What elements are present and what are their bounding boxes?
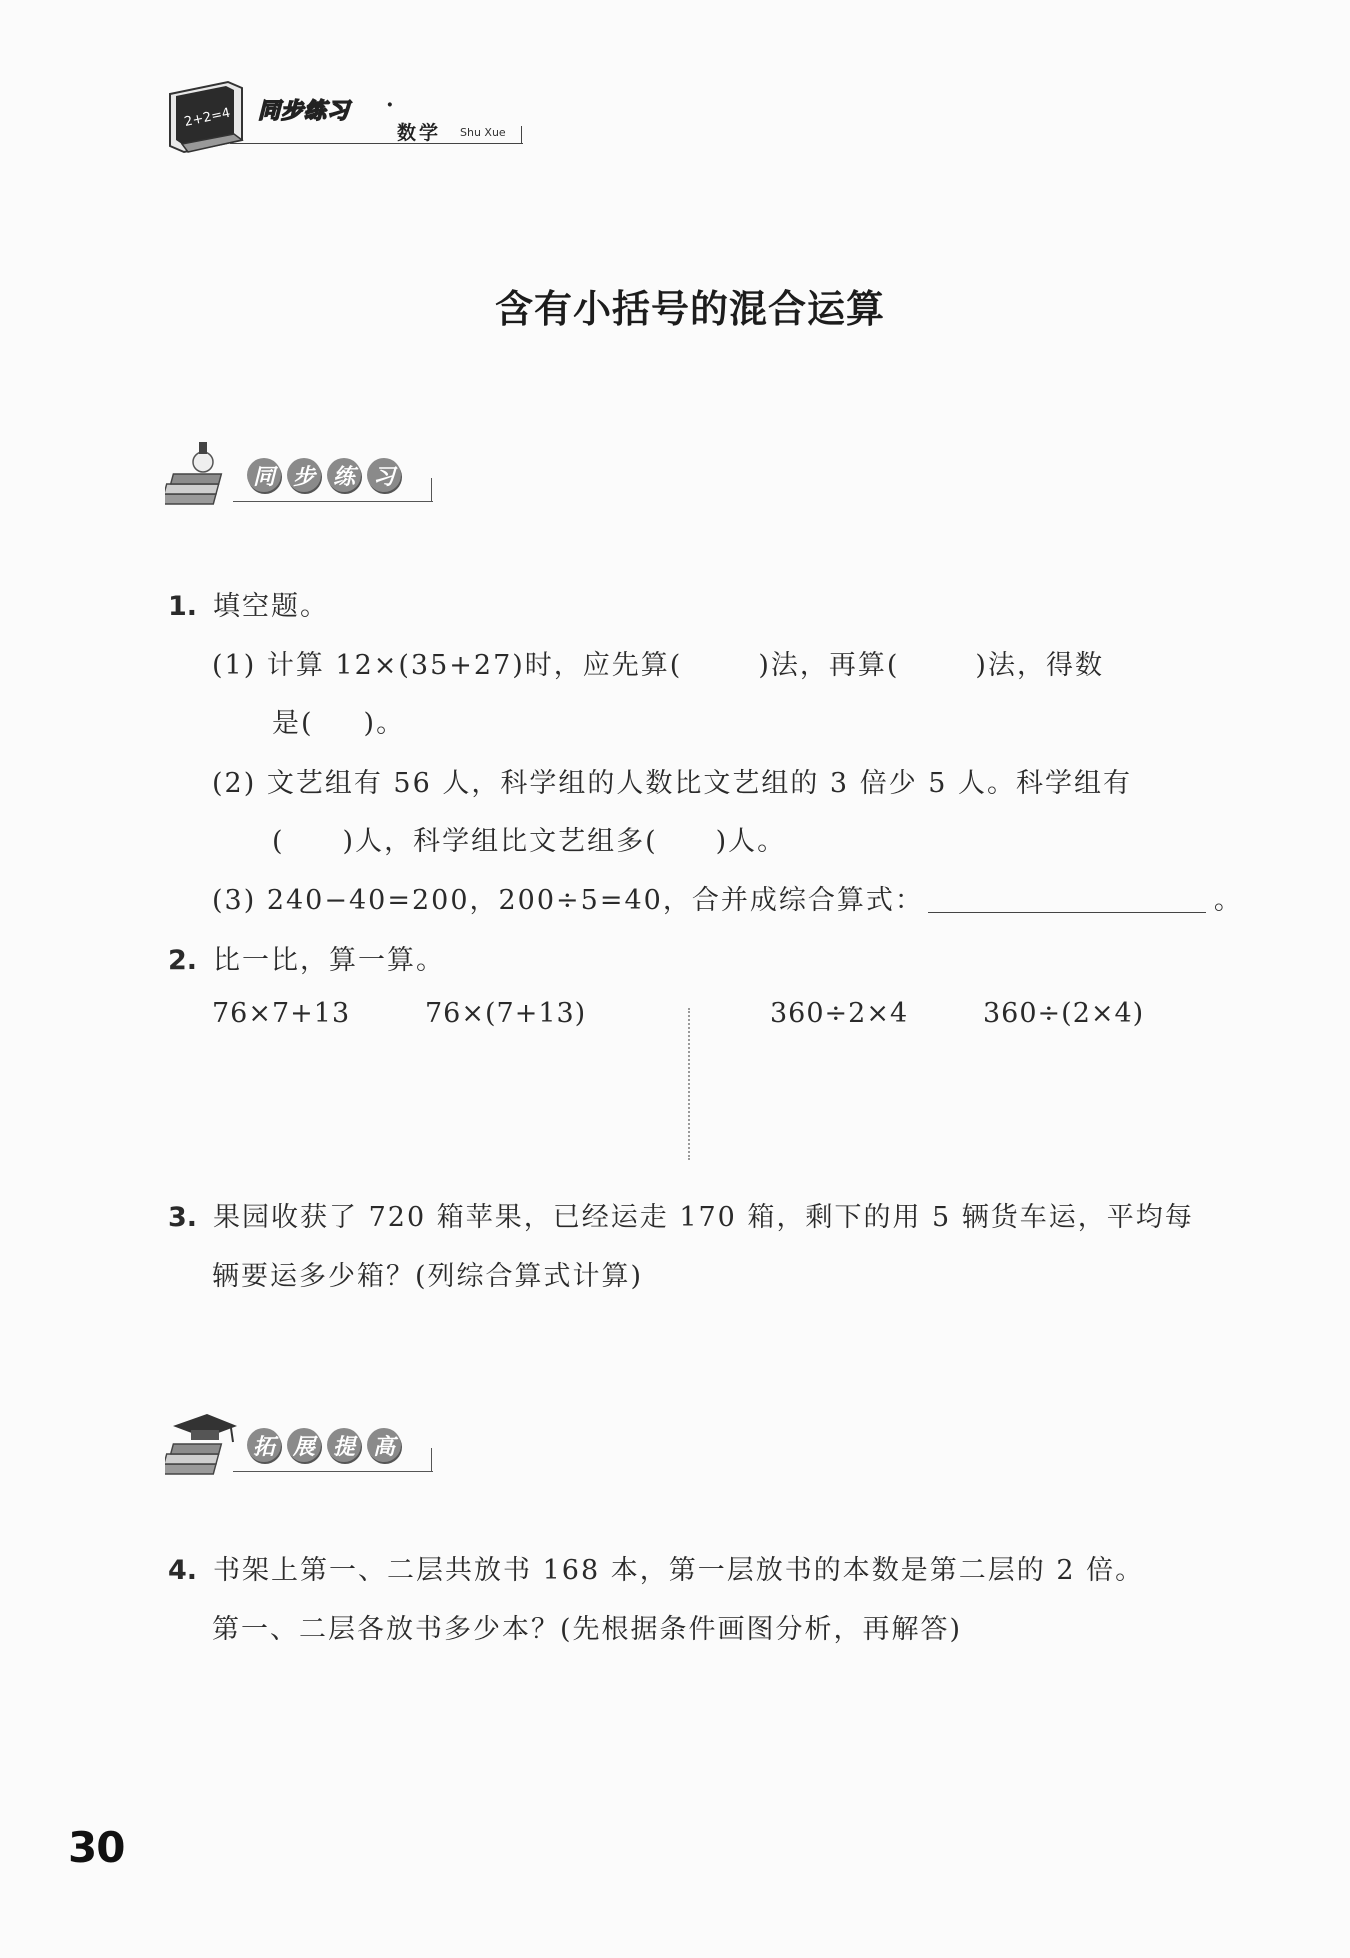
q1-part1-text-e: )。 (363, 708, 406, 739)
question-text: 比一比，算一算。 (213, 945, 446, 976)
question-2-stem (168, 938, 445, 977)
separator-dot: · (386, 92, 394, 118)
banner-underline (233, 1471, 433, 1472)
q1-part3-text-a: (3) 240−40=200，200÷5=40，合并成综合算式： (212, 885, 924, 916)
answer-line[interactable] (928, 886, 1206, 913)
section-banner-extension (165, 1408, 445, 1498)
expression: 76×7+13 (212, 998, 351, 1029)
question-1-part-3 (212, 878, 1243, 917)
expression: 360÷2×4 (770, 998, 909, 1029)
q1-part2-text-a: (2) 文艺组有 56 人，科学组的人数比文艺组的 3 倍少 5 人。科学组有 (212, 768, 1133, 799)
header-underline (230, 143, 523, 144)
question-3-line-2: 辆要运多少箱？(列综合算式计算) (212, 1261, 644, 1292)
question-4-line-2: 第一、二层各放书多少本？(先根据条件画图分析，再解答) (212, 1614, 963, 1645)
blackboard-monitor-icon (168, 80, 248, 158)
book-stack-lamp-icon (165, 438, 245, 518)
question-text: 果园收获了 720 箱苹果，已经运走 170 箱，剩下的用 5 辆货车运，平均每 (213, 1202, 1194, 1233)
banner-chip: 高 (367, 1428, 401, 1462)
q1-part1-text-b: )法，再算( (758, 650, 900, 681)
banner-underline-tick (431, 1448, 432, 1472)
expression: 76×(7+13) (425, 998, 587, 1029)
banner-chip: 步 (287, 458, 321, 492)
expression: 360÷(2×4) (983, 998, 1145, 1029)
question-number: 3. (168, 1202, 198, 1233)
question-text: 填空题。 (213, 591, 330, 622)
q1-part3-text-b: 。 (1213, 885, 1243, 916)
banner-chip: 展 (287, 1428, 321, 1462)
banner-underline-tick (431, 478, 432, 502)
question-4-line-1 (168, 1548, 1144, 1587)
series-header (168, 80, 523, 158)
header-underline-tick (521, 126, 522, 143)
page-number: 30 (68, 1823, 125, 1872)
banner-chip: 提 (327, 1428, 361, 1462)
q1-part2-text-d: )人。 (715, 826, 787, 857)
q1-part2-text-b: ( (272, 826, 285, 857)
banner-underline (233, 501, 433, 502)
question-text: 书架上第一、二层共放书 168 本，第一层放书的本数是第二层的 2 倍。 (213, 1555, 1145, 1586)
q1-part1-text-a: (1) 计算 12×(35+27)时，应先算( (212, 650, 683, 681)
subject-pinyin: Shu Xue (460, 126, 506, 139)
question-1-part-2-cont (272, 819, 786, 858)
question-number: 4. (168, 1555, 198, 1586)
page-title: 含有小括号的混合运算 (494, 286, 885, 331)
question-number: 2. (168, 945, 198, 976)
question-number: 1. (168, 591, 198, 622)
q1-part2-text-c: )人，科学组比文艺组多( (342, 826, 658, 857)
svg-text:2+2=4: 2+2=4 (182, 105, 232, 130)
q1-part1-text-d: 是( (272, 708, 314, 739)
banner-chip: 习 (367, 458, 401, 492)
q1-part1-text-c: )法，得数 (975, 650, 1104, 681)
series-name: 同步练习 (258, 99, 351, 124)
banner-chip: 练 (327, 458, 361, 492)
question-1-stem (168, 584, 329, 623)
section-banner-practice (165, 438, 445, 528)
subject-name: 数学 (397, 122, 442, 144)
dotted-divider (688, 1008, 690, 1160)
banner-chip: 同 (247, 458, 281, 492)
question-1-part-2 (212, 761, 1132, 800)
question-1-part-1-cont (272, 701, 405, 740)
question-3-line-1 (168, 1195, 1194, 1234)
banner-chip: 拓 (247, 1428, 281, 1462)
graduation-cap-books-icon (165, 1408, 245, 1488)
question-1-part-1 (212, 643, 1104, 682)
